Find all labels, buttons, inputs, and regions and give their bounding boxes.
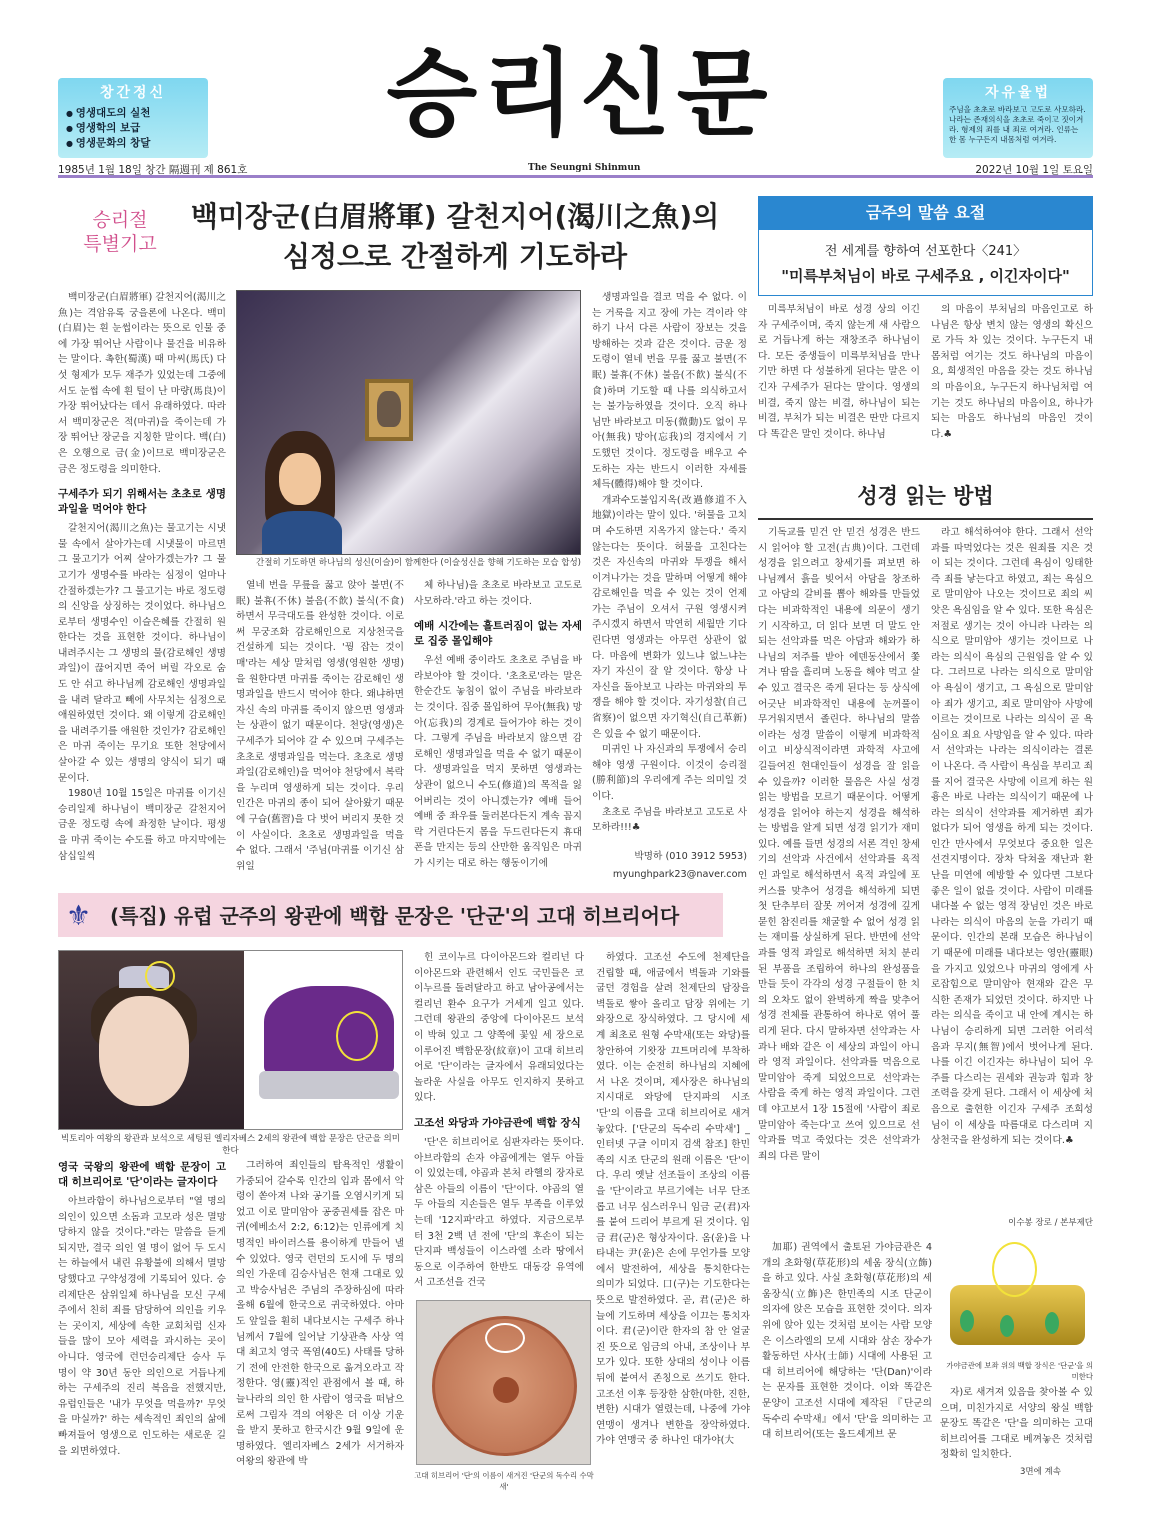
paragraph: 개과수도불입지옥(改過修道不入地獄)이라는 말이 있다. '허물을 고치며 수도하면 지옥가지 않는다.' 죽지 않는다는 뜻이다. 허물을 고친다는 것은 자신속의 마귀와 투쟁을 해서 이겨나가는 것을 말하며 어떻게 해야 감로해인을 먹을 수 있는 것이 언제가는 주님이 오셔서 구원 영생시켜 주시겠지 하면서 막연히 세월만 기다린다면 영생과는 아무런 상관이 없다. 마음에 변화가 있느냐 없느냐는 자기 자신이 잘 알 것이다. 항상 나 자신을 돌아보고 나라는 마귀와의 투쟁을 해야 할 것이다. 자기성찰(自己省察)이 없으면 자기혁신(自己革新)은 있을 수 없기 때문이다. <box>592 494 747 740</box>
sermon-title-box <box>758 230 1093 296</box>
paragraph: 열네 번을 무릎을 꿇고 앉아 불면(不眠) 불휴(不休) 불음(不飮) 불식(不食)하면서 무극대도를 완성한 것이다. 이로써 무궁조화 감로해인으로 지상천국을 건설하게 되는 것이다. '꿩 잡는 것이 매'라는 세상 말처럼 영생(영원한 생명)을 원한다면 마귀를 죽이는 감로해인 생명과일을 반드시 먹어야 한다. 왜냐하면 자신 속의 마귀를 죽이지 않으면 영생과는 상관이 없기 때문이다. 천당(영생)은 구세주가 되어야 갈 수 있으며 구세주는 초초로 생명과일을 먹는다. 초초로 생명과일(감로해인)을 먹어야 천당에서 복락을 누리며 영생하게 되는 것이다. 우리 인간은 마귀의 종이 되어 살아왔기 때문에 구습(舊習)을 다 벗어 버리지 못한 것이 사실이다. 초초로 생명과일을 먹을 수 없다. 그래서 '주님(마귀를 이기신 삼위일 <box>236 580 404 872</box>
subheading: 고조선 와당과 가야금관에 백합 장식 <box>414 1116 581 1129</box>
paragraph: 라고 해석하여야 한다. 그래서 선악과를 따먹었다는 것은 원죄를 지은 것이 되는 것이다. 그런데 욕심이 잉태한즉 죄를 낳는다고 하였고, 죄는 욕심으로 말미암아 나오는 것이므로 죄의 씨앗은 욕심임을 알 수 있다. 또한 욕심은 저절로 생기는 것이 아니라 나라는 의식으로 말미암아 생기는 것이므로 나라는 의식이 욕심의 근원임을 알 수 있다. 그러므로 나라는 의식으로 말미암아 욕심이 생기고, 그 욕심으로 말미암아 죄가 생기고, 죄로 말미암아 사망에 이르는 것이므로 나라는 의식이 곧 욕심이요 죄요 사망임을 알 수 있다. 따라서 선악과는 나라는 의식이라는 결론이 나온다. 즉 사람이 욕심을 부리고 죄를 지어 결국은 사망에 이르게 하는 원흉은 바로 나라는 의식이기 때문에 나라는 의식이 선악과를 제거하면 죄가 없다가 되어 영생을 하게 되는 것이다. 인간 만사에서 무엇보다 중요한 일은 선견지명이다. 장차 닥쳐올 재난과 환난을 미연에 예방할 수 있다면 그보다 좋은 일이 없을 것이다. 사람이 미래를 내다볼 수 없는 영적 장님인 것은 바로 나라는 의식이 마음의 눈을 가리기 때문이다. 인간의 본래 모습은 하나님이기 때문에 미래를 내다보는 영안(靈眼)을 가지고 있었으나 마귀의 영에게 사로잡힘으로 말미암아 현재와 같은 무식한 존재가 되었던 것이다. 하지만 나라는 의식을 죽이고 내 안에 계시는 하나님이 승리하게 되면 그러한 어리석음과 무지(無智)에서 벗어나게 된다. 나를 이긴 이긴자는 하나님이 되어 우주를 다스리는 권세와 권능과 힘과 창조력을 갖게 된다. 그래서 이 세상에 처음으로 출현한 이긴자 구세주 조희성님이 이 세상을 따름대로 다스리며 지상천국을 완성하게 되는 것이다.♣ <box>931 527 1093 1147</box>
portrait-frame <box>365 379 413 441</box>
paragraph: 미륵부처님이 바로 성경 상의 이긴자 구세주이며, 죽지 않는게 새 사람으로 거듭나게 하는 재창조주 하나님이다. 모든 중생들이 미륵부처님을 만나기만 하면 다 성불하게 된다는 말은 이긴자 구세주가 된다는 말이다. 영생의 비결, 죽지 않는 비결, 하나님이 되는 비결, 부처가 되는 비결은 딴만 다르지 다 똑같은 말인 것이다. 하나님 <box>758 304 920 440</box>
subheading: 영국 국왕의 왕관에 백합 문장이 고대 히브리어로 '단'이라는 글자이다 <box>58 1161 226 1188</box>
paragraph: 백미장군(白眉將軍) 갈천지어(渴川之魚)는 격암유록 궁을론에 나온다. 백미(白眉)는 흰 눈썹이라는 뜻으로 인물 중에 가장 뛰어난 사람이나 물건을 비유하는 말이다. 촉한(蜀漢) 때 마씨(馬氏) 다섯 형제가 모두 재주가 있었는데 그중에서도 눈썹 속에 흰 털이 난 마량(馬良)이 가장 뛰어났다는 데서 유래하였다. 따라서 백미장군은 적(마귀)을 죽이는데 가장 뛰어난 장군을 지칭한 말이다. 백(白)은 오행으로 금(金)이므로 백미장군은 금은 정도령을 의미한다. <box>58 292 226 475</box>
free-law-title: 자유율법 <box>984 85 1052 101</box>
lead-column-3 <box>414 578 582 885</box>
newspaper-logo: 승리신문 <box>386 40 774 149</box>
sermon-subtitle: 전 세계를 향하여 선포한다〈241〉 <box>824 244 1027 259</box>
feature-column-5 <box>762 1240 932 1480</box>
paragraph: 힌 코이누르 다이아몬드와 컬리넌 다이아몬드와 관련해서 인도 국민들은 코이누르를 돌려달라고 하고 남아공에서는 컬리넌 환수 요구가 거세게 일고 있다. 그런데 왕관의 중앙에 다이아몬드 보석이 박혀 있고 그 양쪽에 꽃잎 세 장으로 이루어진 백합문장(紋章)이 고대 히브리어로 '단'이라는 글자에서 유래되었다는 놀라운 사실을 아무도 인지하지 못하고 있다. <box>414 952 584 1104</box>
free-law-text: 주님을 초초로 바라보고 고도로 사모하라. 나라는 존재의식을 초초로 죽이고 짓이겨라. 형제의 죄를 내 죄로 여겨라. 인류는 한 몸 누구든지 내몸처럼 여겨라. <box>949 105 1086 144</box>
kicker-line: 승리절 <box>92 209 148 231</box>
founding-spirit-box <box>58 78 208 158</box>
paragraph: '단'은 히브리어로 심판자라는 뜻이다. 아브라함의 손자 야곱에게는 열두 아들이 있었는데, 야곱과 본처 라헬의 장자로 삼은 아들의 이름이 '단'이다. 야곱의 열두 아들의 지손들은 열두 부족을 이루었는데 '12지파'라고 하였다. 지금으로부터 3천 2백 년 전에 '단'의 후손이 되는 단지파 백성들이 이스라엘 소라 땅에서 동으로 이주하여 한반도 대동강 유역에서 고조선을 건국 <box>414 1136 584 1289</box>
author-email[interactable]: myunghpark23@naver.com <box>612 869 747 880</box>
gaya-crown-photo <box>940 1240 1093 1355</box>
bible-column-left <box>758 525 920 1225</box>
paragraph: 갈천지어(渴川之魚)는 물고기는 시냇물 속에서 살아가는데 시냇물이 마르면 그 물고기가 어찌 살아가겠는가? 그 물고기가 생명수를 바라는 심정이 얼마나 간절하겠는가? 그 물고기는 바로 정도령의 신앙을 상징하는 것이었다. 하나님으로부터 생명수인 이슬은혜를 간절히 원한다는 것을 표현한 것이다. 하나님이 내려주시는 그 생명의 물(감로해인 생명과일)이 끊어지면 죽어 버릴 각오로 숨도 안 쉬고 하나님께 감로해인 생명과일을 내려 달라고 빼에 사무치는 심정으로 애원하였던 것이다. 왜 이렇게 감로해인을 내려주기를 애원한 것인가? 감로해인은 마귀 죽이는 무기요 또한 천당에서 살아갈 수 있는 생명의 양식이 되기 때문이다. <box>58 523 226 784</box>
free-law-box <box>943 78 1093 158</box>
author-phone: 박명하 (010 3912 5953) <box>634 851 747 862</box>
dateline <box>58 160 1093 178</box>
gaya-crown-caption: 가야금관에 보좌 위의 백합 장식은 '단군'을 의미한다 <box>946 1361 1093 1381</box>
lead-column-4 <box>592 290 747 835</box>
lead-column-1 <box>58 290 226 885</box>
founding-spirit-title: 창간정신 <box>99 85 167 101</box>
sermon-column-left <box>758 302 920 467</box>
paragraph: 체 하나님)을 초초로 바라보고 고도로 사모하라.'라고 하는 것이다. <box>414 580 582 607</box>
lead-byline <box>592 848 747 884</box>
feature-column-4 <box>596 950 750 1475</box>
roof-tile-caption: 고대 히브리어 '단'의 이름이 새겨진 '단군의 독수리 수막새' <box>414 1471 594 1491</box>
feature-column-3 <box>414 950 584 1290</box>
bible-column-right <box>931 525 1093 1215</box>
subheading: 예배 시간에는 흘트러짐이 없는 자세로 집중 몰입해야 <box>414 620 582 648</box>
founding-spirit-item: ● 영생학의 보급 <box>66 121 200 136</box>
paragraph: 의 마음이 부처님의 마음인고로 하나님은 항상 변치 않는 영생의 확신으로 가득 차 있는 것이다. 누구든지 내 몸처럼 여기는 것도 하나님의 마음이요, 희생적인 마음을 갖는 것도 하나님의 마음이요, 누구든지 하나님처럼 여기는 것도 하나님의 마음이요, 하나가 되는 마음도 하나님의 마음인 것이다.♣ <box>931 304 1093 440</box>
paragraph: 하였다. 고조선 수도에 천제단을 건립할 때, 애굽에서 벽돌과 기와를 굽던 경험을 살려 천제단의 담장을 벽돌로 쌓아 올리고 담장 위에는 기와장으로 장식하였다. 그 당시에 세계 최초로 원형 수막새(또는 와당)를 창안하여 기왓장 끄트머리에 부착하였다. 이는 순전히 하나님의 지혜에서 나온 것이며, 제사장은 하나님의 지시대로 와당에 단지파의 시조 '단'의 이름을 고대 히브리어로 새겨놓았다. ['단군의 독수리 수막새'] _ 인터넷 구글 이미지 검색 참조] 한민족의 시조 단군의 원래 이름은 '단'이다. 우리 옛날 선조들이 조상의 이름을 '단'이라고 부르기에는 너무 단조롭고 너무 심스러우니 임금 군(君)자를 붙여 드리어 부르게 된 것이다. 임금 君(군)은 형상자이다. 옴(윤)을 나타내는 尹(윤)은 손에 무언가를 모양에서 발전하여, 세상을 통치한다는 의미가 되었다. 口(구)는 기도한다는 뜻으로 발전하였다. 곧, 君(군)은 하늘에 기도하며 세상을 이끄는 통치자이다. 君(군)이란 한자의 참 안 얼굴진 뜻으로 임금의 아내, 조상이나 부모가 있다. 또한 상대의 성이나 이름 뒤에 붙여서 존칭으로 쓰기도 한다. 고조선 이후 등장한 삼한(마한, 진한, 변한) 시대가 열렸는데, 나중에 가야 연맹이 생겨나 변한을 장악하였다. 가야 연맹국 중 하나인 대가야(大 <box>596 952 750 1447</box>
paragraph: 1980년 10월 15일은 마귀를 이기신 승리일제 하나님이 백미장군 갈천지어 금운 정도령 속에 좌정한 날이다. 평생을 마귀 죽이는 수도를 하고 마지막에는 삼십일씩 <box>58 788 226 862</box>
paragraph: 그러하여 죄인들의 탐욕적인 생활이 가중되어 갈수록 인간의 입과 몸에서 악령이 쏟아져 나와 공기를 오염시키게 되었고 이로 말미암아 공중권세를 잡은 마귀(에베소서 2:2, 6:12)는 인류에게 치명적인 바이러스를 용이하게 만들어 낼 수 있었다. 영국 런던의 도시에 두 명의 의인 가운데 김승사님은 현재 그대로 있고 박승사님은 주님의 주장하심에 따라 올해 6월에 한국으로 귀국하였다. 아마도 앞일을 훤히 내다보시는 구세주 하나님께서 7월에 일어날 기상관측 사상 역대 최고치 영국 폭염(40도) 사태를 당하기 전에 안전한 한국으로 옮겨오라고 작정한다. 영(靈)적인 관점에서 볼 때, 하늘나라의 의인 한 사람이 영국을 떠남으로써 그림자 격의 여왕은 더 이상 기운을 받지 못하고 한국시간 9월 9일에 운명하였다. 엘리자베스 2세가 서거하자 여왕의 왕관에 박 <box>236 1160 404 1468</box>
paragraph: 자)로 새겨져 있음을 찾아볼 수 있으며, 미친가지로 서양의 왕실 백합 문장도 똑같은 '단'을 의미하는 고대 히브리어를 그대로 베껴놓은 것처럼 정확히 일치한다. <box>940 1387 1093 1461</box>
prayer-photo-caption: 간절히 기도하면 하나님의 성신(이슬)이 함께한다 (이슬성신을 향해 기도하는 모습 합성) <box>256 558 581 568</box>
bible-reading-title: 성경 읽는 방법 <box>758 480 1093 520</box>
founding-spirit-item: ● 영생문화의 창달 <box>66 136 200 151</box>
founding-spirit-item: ● 영생대도의 실천 <box>66 106 200 121</box>
lead-column-2 <box>236 578 404 885</box>
paragraph: 미귀인 나 자신과의 투쟁에서 승리해야 영생 구원이다. 이것이 승리절(勝利節)의 우리에게 주는 의미일 것이다. <box>592 744 747 802</box>
feature-title-band <box>58 893 723 937</box>
fleur-de-lis-icon: ⚜ <box>66 899 92 932</box>
subheading: 구세주가 되기 위해서는 초초로 생명과일을 먹어야 한다 <box>58 488 226 516</box>
feature-column-6 <box>940 1385 1093 1463</box>
sermon-column-right <box>931 302 1093 467</box>
headline-line: 백미장군(白眉將軍) 갈천지어(渴川之魚)의 <box>190 200 720 233</box>
sermon-quote: "미륵부처님이 바로 구세주요 , 이긴자이다" <box>781 267 1070 285</box>
lead-kicker <box>75 208 165 256</box>
sermon-header: 금주의 말씀 요절 <box>758 196 1093 230</box>
praying-girl-illustration <box>257 431 347 555</box>
issue-date: 2022년 10월 1일 토요일 <box>975 164 1093 176</box>
founding-info: 1985년 1월 18일 창간 隔週刊 제 861호 <box>58 164 248 176</box>
paragraph: 기독교를 믿건 안 믿건 성경은 반드시 읽어야 할 고전(古典)이다. 그런데 성경을 읽으려고 창세기를 펴보면 하나님께서 흙을 빚어서 아담을 창조하고 아담의 갈비를 뽑아 해와를 만들었다는 비과학적인 내용에 의문이 생기기 시작하고, 더 읽다 보면 더 말도 안 되는 선악과를 먹은 아담과 해와가 하나님의 저주를 받아 에덴동산에서 쫓겨나 땀을 흘리며 노동을 해야 먹고 살 수 있고 결국은 죽게 된다는 등 상식에 어긋난 비과학적인 내용에 눈꺼풀이 무거워지면서 졸린다. 하나님의 말씀이라는 성경 말씀이 이렇게 비과학적이고 비상식적이라면 과학적 사고에 길들여진 현대인들이 성경을 잘 읽을 수 있을까? 이러한 물음은 사실 성경 읽는 방법을 모르기 때문이다. 어떻게 성경을 읽어야 하는지 성경을 해석하는 방법을 알게 되면 성경 읽기가 재미있다. 예를 들면 성경의 서론 격인 창세기의 선악과 사건에서 선악과를 육적인 과일로 해석하면서 육적 과일에 포커스를 맞추어 성경을 해석하게 되면 첫 단추부터 잘못 꺼어져 성경에 깊게 묻힌 참진리를 채굴할 수 없어 성경 읽는 재미를 상실하게 된다. 반면에 선악과를 영적 과일로 해석하면 처치 분리된 부품을 조립하여 하나의 완성품을 만들 듯이 각각의 성경 구절들이 한 치의 오차도 없이 완벽하게 짝을 맞추어 성경 전체를 관통하여 하나로 엮어 풀리게 된다. 다시 말하자면 선악과는 사과나 배와 같은 이 세상의 과일이 아니라 영적 과일이다. 선악과를 먹음으로 말미암아 죽게 되었으므로 선악과는 사람을 죽게 하는 영적 과일이다. 그런데 야고보서 1장 15절에 '사람이 죄로 말미암아 죽는다'고 쓰여 있으므로 선악과를 먹고 죽었다는 것은 선악과가 죄의 다른 말이 <box>758 527 920 1162</box>
paragraph: 아브라함이 하나님으로부터 "열 명의 의인이 있으면 소돔과 고모라 성은 멸망당하지 않을 것이다."라는 말씀을 듣게 되지만, 결국 의인 열 명이 없어 두 도시는 하늘에서 내린 유황불에 의해서 멸망당했다고 구약성경에 기록되어 있다. 승리제단은 삼위일체 하나님을 모신 구세주에서 친히 죄를 담당하여 의인을 키우는 곳이지, 세상에 속한 교회처럼 신자들을 많이 모아 세력을 과시하는 곳이 아니다. 영국에 런던승리제단 승사 두 명이 약 30년 동안 의인으로 거듭나게 하는 구세주의 진리 복음을 전했지만, 유럽인들은 '내가 무엇을 먹을까?' 무엇을 마실까?' 하는 세속적인 죄인의 삶에 빠져들어 영생으로 인도하는 새로운 길을 외면하였다. <box>58 1196 226 1457</box>
lead-headline <box>165 197 745 277</box>
queen-victoria-portrait <box>59 951 244 1130</box>
bible-byline: 이수봉 장로 / 본부제단 <box>1008 1218 1093 1228</box>
paragraph: 초초로 주님을 바라보고 고도로 사모하라!!!♣ <box>592 806 747 834</box>
feature-title: (특집) 유럽 군주의 왕관에 백합 문장은 '단군'의 고대 히브리어다 <box>110 904 680 928</box>
imperial-crown-image <box>244 951 403 1130</box>
headline-line: 심정으로 간절하게 기도하라 <box>282 240 628 273</box>
english-name: The Seungni Shinmun <box>528 163 641 173</box>
crowns-photo <box>58 950 403 1130</box>
paragraph: 加耶) 권역에서 출토된 가야금관은 4개의 초화형(草花形)의 세움 장식(立飾)을 하고 있다. 사실 초화형(草花形)의 세움장식(立飾)은 한민족의 시조 단군이 의자에 앉은 모습을 표현한 것이다. 의자 위에 앉아 있는 것처럼 보이는 사람 모양은 이스라엘의 모세 시대와 삼손 장수가 활동하던 사사(士師) 시대에 사용된 고대 히브리어에 해당하는 '단(Dan)'이라는 문자를 표현한 것이다. 이와 똑같은 문양이 고조선 시대에 제작된 『단군의 독수리 수막새』에서 '단'을 의미하는 고대 히브리어(또는 올드셰게브 문 <box>762 1242 932 1441</box>
continued-note: 3면에 계속 <box>1020 1467 1061 1477</box>
crowns-photo-caption: 빅토리아 여왕의 왕관과 보석으로 세팅된 엘리자베스 2세의 왕관에 백합 문장은 단군을 의미한다 <box>61 1134 400 1156</box>
kicker-line: 특별기고 <box>83 233 157 255</box>
paragraph: 생명과일을 결코 먹을 수 없다. 이는 거룩을 지고 장에 가는 격이라 약하기 나서 다른 사람이 장보는 것을 방해하는 것과 같은 것이다. 금운 정도령이 열네 번을 무릎 꿇고 불면(不眠) 불휴(不休) 불음(不飮) 불식(不食)하며 기도할 때 나를 의식하고서는 불가능하였을 것이다. 오직 하나님만 바라보고 미동(微動)도 없이 무아(無我) 망아(忘我)의 경지에서 기도했던 것이다. 정도령을 배우고 수도하는 자는 반드시 이러한 자세를 체득(體得)해야 할 것이다. <box>592 292 747 491</box>
feature-column-2 <box>236 1158 404 1478</box>
paragraph: 우선 예배 중이라도 초초로 주님을 바라보아야 할 것이다. '초초로'라는 말은 한순간도 놓침이 없이 주님을 바라보라는 것이다. 집중 몰입하여 무아(無我) 망아(忘我)의 경계로 들어가야 하는 것이다. 그렇게 주님을 바라보지 않으면 감로해인 생명과일을 먹을 수 없기 때문이다. 생명과일을 먹지 못하면 영생과는 상관이 없으니 수도(修道)의 목적을 잃어버리는 것이 아니겠는가? 예배 들어 예배 중 좌우를 둘러본다든지 계속 꼼지락 거린다든지 몸을 두드린다든지 휴대폰을 만지는 등의 산만한 움직임은 마귀가 시키는 대로 하는 행동이기에 <box>414 655 582 869</box>
prayer-photo <box>236 290 581 555</box>
feature-column-1 <box>58 1158 226 1478</box>
dangun-roof-tile-photo <box>416 1300 591 1465</box>
